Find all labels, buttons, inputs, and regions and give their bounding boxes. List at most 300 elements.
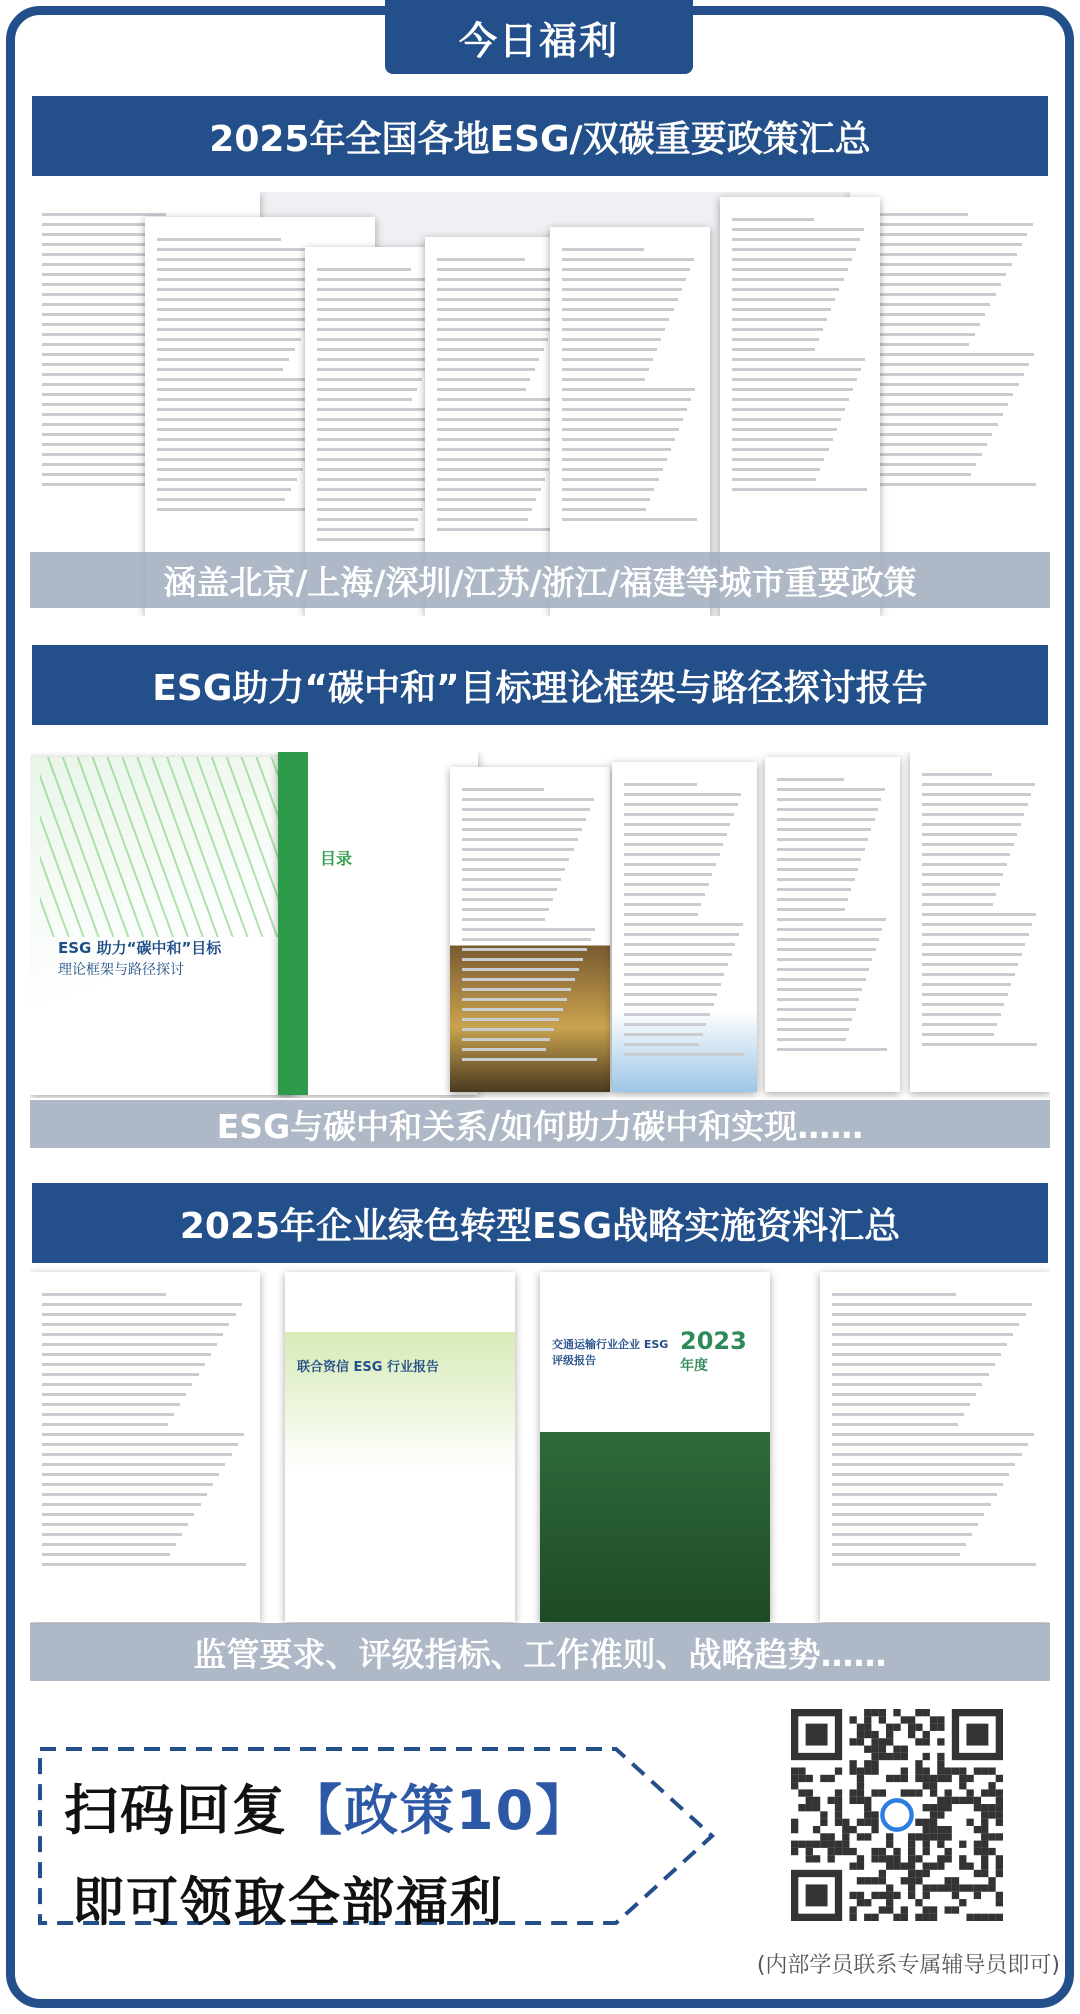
text-line: [317, 338, 440, 341]
text-line: [462, 948, 587, 951]
text-line: [922, 1003, 1004, 1006]
text-line: [777, 848, 865, 851]
text-line: [562, 468, 663, 471]
text-line: [562, 418, 683, 421]
text-line: [862, 373, 1024, 376]
text-line: [624, 983, 721, 986]
text-line: [317, 488, 432, 491]
text-line: [624, 1033, 703, 1036]
text-line: [157, 238, 281, 241]
text-line: [42, 1363, 205, 1366]
text-line: [462, 838, 578, 841]
text-line: [437, 458, 554, 461]
text-line: [777, 1038, 846, 1041]
strategy-caption: 监管要求、评级指标、工作准则、战略趋势……: [30, 1623, 1050, 1681]
text-line: [317, 348, 436, 351]
text-line: [462, 988, 571, 991]
text-line: [832, 1563, 1036, 1566]
industry-report-title: 联合资信 ESG 行业报告: [297, 1360, 439, 1375]
text-line: [42, 1323, 229, 1326]
text-line: [437, 498, 536, 501]
text-line: [42, 1413, 174, 1416]
text-line: [42, 1453, 232, 1456]
cta-line-2: 即可领取全部福利: [72, 1873, 505, 1933]
text-line: [624, 853, 720, 856]
text-line: [777, 778, 844, 781]
text-line: [42, 1533, 182, 1536]
text-line: [157, 478, 297, 481]
text-line: [732, 408, 845, 411]
text-line: [562, 458, 667, 461]
text-line: [462, 1058, 597, 1061]
text-line: [732, 398, 849, 401]
text-line: [437, 448, 558, 451]
text-line: [832, 1313, 1026, 1316]
text-line: [562, 398, 691, 401]
text-line: [624, 1003, 714, 1006]
text-line: [777, 788, 885, 791]
text-line: [157, 358, 289, 361]
text-line: [562, 368, 649, 371]
doc-page-4: [820, 1272, 1050, 1622]
text-line: [157, 328, 307, 331]
text-line: [922, 993, 1008, 996]
text-line: [732, 348, 815, 351]
text-line: [777, 1008, 856, 1011]
text-line: [777, 878, 855, 881]
text-line: [732, 448, 829, 451]
text-line: [777, 858, 861, 861]
text-line: [462, 1038, 550, 1041]
text-line: [42, 1403, 180, 1406]
text-line: [862, 433, 992, 436]
text-line: [922, 923, 1032, 926]
text-line: [562, 378, 645, 381]
cover-graphic: [40, 757, 290, 937]
text-line: [832, 1303, 1032, 1306]
text-line: [832, 1293, 956, 1296]
text-line: [862, 363, 1029, 366]
text-line: [437, 508, 532, 511]
section-title-carbon-report: ESG助力“碳中和”目标理论框架与路径探讨报告: [32, 645, 1048, 725]
text-line: [562, 478, 659, 481]
text-line: [462, 858, 569, 861]
industry-report-page: [285, 1272, 515, 1622]
text-line: [832, 1403, 970, 1406]
text-line: [437, 368, 535, 371]
text-line: [157, 368, 283, 371]
text-line: [562, 518, 697, 521]
text-line: [922, 883, 1000, 886]
text-line: [562, 348, 657, 351]
text-line: [437, 388, 526, 391]
section-title-green-transition: 2025年企业绿色转型ESG战略实施资料汇总: [32, 1183, 1048, 1263]
text-line: [462, 848, 574, 851]
text-line: [562, 508, 646, 511]
text-line: [624, 943, 735, 946]
text-line: [42, 1473, 219, 1476]
text-line: [777, 828, 871, 831]
text-line: [777, 818, 875, 821]
text-line: [732, 368, 861, 371]
text-line: [922, 953, 1022, 956]
text-line: [317, 398, 412, 401]
text-line: [732, 388, 853, 391]
text-line: [624, 1013, 710, 1016]
text-line: [732, 428, 837, 431]
text-line: [862, 273, 1006, 276]
text-line: [42, 1313, 236, 1316]
text-line: [862, 413, 1003, 416]
text-line: [922, 793, 1031, 796]
text-line: [462, 1048, 546, 1051]
text-line: [624, 1053, 744, 1056]
text-line: [157, 318, 314, 321]
text-line: [462, 878, 561, 881]
text-line: [562, 448, 671, 451]
text-line: [562, 338, 661, 341]
text-line: [922, 903, 993, 906]
text-line: [862, 313, 985, 316]
text-line: [832, 1553, 960, 1556]
text-line: [922, 943, 1025, 946]
text-line: [777, 918, 886, 921]
text-line: [732, 288, 839, 291]
text-line: [922, 963, 1018, 966]
text-line: [562, 428, 679, 431]
text-line: [157, 338, 301, 341]
text-line: [862, 283, 1001, 286]
text-line: [832, 1433, 1034, 1436]
text-line: [777, 928, 882, 931]
text-line: [42, 213, 166, 216]
text-line: [922, 973, 1015, 976]
text-line: [862, 353, 1034, 356]
text-line: [42, 1303, 242, 1306]
text-line: [562, 278, 686, 281]
text-line: [437, 328, 552, 331]
text-line: [317, 378, 422, 381]
text-line: [462, 908, 549, 911]
todays-benefits-tab: 今日福利: [385, 0, 693, 74]
text-line: [732, 418, 841, 421]
text-line: [624, 963, 728, 966]
text-line: [862, 393, 1013, 396]
text-line: [462, 998, 567, 1001]
text-line: [42, 1293, 166, 1296]
text-line: [624, 903, 701, 906]
text-line: [624, 823, 730, 826]
text-line: [42, 1343, 217, 1346]
text-line: [862, 233, 1027, 236]
text-line: [462, 938, 591, 941]
text-line: [624, 993, 717, 996]
text-line: [922, 833, 1017, 836]
text-line: [832, 1443, 1028, 1446]
text-line: [42, 1563, 246, 1566]
text-line: [42, 1393, 186, 1396]
year-label: 2023: [680, 1327, 747, 1355]
text-line: [624, 893, 705, 896]
qr-code[interactable]: [785, 1709, 1009, 1921]
text-line: [42, 1443, 238, 1446]
text-line: [42, 1373, 199, 1376]
text-line: [832, 1333, 1013, 1336]
text-line: [862, 303, 990, 306]
text-line: [562, 388, 695, 391]
text-line: [777, 808, 878, 811]
strategy-documents-gallery: [30, 1264, 1050, 1624]
cover-subtitle: 理论框架与路径探讨: [58, 962, 184, 978]
text-line: [832, 1523, 978, 1526]
text-line: [832, 1323, 1019, 1326]
text-line: [732, 328, 823, 331]
text-line: [42, 1353, 211, 1356]
text-line: [317, 388, 417, 391]
text-line: [624, 883, 709, 886]
carbon-report-gallery: [30, 752, 1050, 1098]
text-line: [862, 443, 987, 446]
text-line: [922, 803, 1028, 806]
cta-line-1: [64, 1768, 591, 1845]
text-line: [157, 348, 295, 351]
text-line: [462, 1008, 563, 1011]
text-line: [922, 823, 1021, 826]
text-line: [832, 1503, 991, 1506]
text-line: [437, 488, 541, 491]
text-line: [437, 468, 549, 471]
text-line: [462, 888, 557, 891]
text-line: [732, 308, 831, 311]
text-line: [832, 1483, 1003, 1486]
text-line: [732, 238, 860, 241]
text-line: [732, 318, 827, 321]
text-line: [624, 793, 741, 796]
text-line: [732, 488, 867, 491]
text-line: [317, 468, 442, 471]
text-line: [922, 933, 1029, 936]
text-line: [624, 873, 712, 876]
text-line: [777, 978, 866, 981]
text-line: [777, 948, 876, 951]
text-line: [862, 253, 1017, 256]
text-line: [922, 1023, 997, 1026]
text-line: [832, 1463, 1015, 1466]
text-line: [42, 1553, 170, 1556]
text-line: [562, 318, 669, 321]
text-line: [624, 973, 724, 976]
text-line: [624, 803, 738, 806]
text-line: [437, 518, 528, 521]
text-line: [922, 843, 1014, 846]
text-line: [562, 328, 665, 331]
text-line: [732, 248, 856, 251]
text-line: [862, 383, 1019, 386]
text-line: [437, 428, 567, 431]
text-line: [862, 293, 996, 296]
text-line: [42, 1513, 194, 1516]
text-line: [462, 918, 545, 921]
text-line: [832, 1423, 958, 1426]
text-line: [437, 348, 544, 351]
text-line: [437, 478, 545, 481]
text-line: [732, 338, 819, 341]
text-line: [732, 468, 820, 471]
toc-page: [278, 752, 478, 1095]
text-line: [437, 258, 525, 261]
text-line: [462, 828, 582, 831]
text-line: [922, 913, 1036, 916]
text-line: [462, 798, 594, 801]
text-line: [732, 298, 835, 301]
doc-page-1: [30, 1272, 260, 1622]
text-line: [862, 243, 1022, 246]
text-line: [732, 378, 857, 381]
text-line: [777, 868, 858, 871]
text-line: [832, 1383, 982, 1386]
text-line: [732, 218, 814, 221]
text-line: [562, 438, 675, 441]
text-line: [624, 863, 716, 866]
text-line: [562, 298, 678, 301]
text-line: [157, 468, 303, 471]
text-line: [624, 813, 734, 816]
text-line: [437, 338, 548, 341]
text-line: [157, 488, 291, 491]
text-line: [437, 438, 563, 441]
text-line: [777, 1028, 849, 1031]
text-line: [157, 428, 328, 431]
text-line: [157, 438, 322, 441]
text-line: [624, 933, 739, 936]
report-cover: [30, 757, 295, 1095]
text-line: [832, 1373, 989, 1376]
text-line: [922, 873, 1003, 876]
text-line: [777, 798, 881, 801]
text-line: [777, 1048, 887, 1051]
text-line: [42, 1503, 201, 1506]
text-line: [462, 808, 590, 811]
text-line: [832, 1513, 984, 1516]
chart-page: [765, 757, 900, 1092]
text-line: [732, 228, 864, 231]
text-line: [862, 423, 998, 426]
text-line: [922, 863, 1007, 866]
text-line: [862, 403, 1008, 406]
text-line: [832, 1533, 972, 1536]
text-line: [317, 498, 428, 501]
text-line: [317, 358, 431, 361]
text-line: [624, 923, 743, 926]
text-line: [832, 1393, 976, 1396]
text-line: [862, 483, 1036, 486]
policy-caption: 涵盖北京/上海/深圳/江苏/浙江/福建等城市重要政策: [30, 552, 1050, 608]
text-line: [157, 298, 326, 301]
text-line: [777, 968, 869, 971]
text-line: [317, 368, 426, 371]
text-line: [922, 853, 1010, 856]
cta-scan-reply: 扫码回复: [64, 1779, 288, 1842]
text-line: [624, 1043, 699, 1046]
text-line: [777, 938, 879, 941]
text-line: [922, 783, 1035, 786]
text-line: [562, 258, 694, 261]
text-line: [732, 458, 824, 461]
text-line: [832, 1363, 995, 1366]
text-line: [562, 408, 687, 411]
text-line: [832, 1343, 1007, 1346]
text-line: [42, 1423, 168, 1426]
text-line: [777, 838, 868, 841]
text-line: [437, 308, 561, 311]
text-line: [462, 968, 579, 971]
text-line: [157, 498, 285, 501]
text-line: [462, 1018, 559, 1021]
text-line: [462, 958, 583, 961]
text-line: [42, 1483, 213, 1486]
text-line: [317, 508, 423, 511]
text-line: [157, 308, 320, 311]
text-line: [777, 958, 872, 961]
section-title-policies: 2025年全国各地ESG/双碳重要政策汇总: [32, 96, 1048, 176]
text-line: [732, 268, 848, 271]
text-line: [562, 498, 650, 501]
text-line: [922, 1043, 1037, 1046]
text-line: [317, 518, 418, 521]
text-line: [922, 773, 992, 776]
text-line: [157, 458, 309, 461]
text-line: [862, 223, 1033, 226]
text-line: [732, 358, 865, 361]
text-line: [624, 953, 732, 956]
text-line: [562, 358, 653, 361]
text-line: [42, 1433, 244, 1436]
text-line: [462, 898, 553, 901]
text-line: [562, 248, 644, 251]
text-line: [317, 268, 411, 271]
coins-page: [450, 767, 610, 1092]
text-line: [732, 258, 852, 261]
text-line: [437, 378, 530, 381]
table-page: [612, 762, 757, 1092]
cta-keyword: 【政策10】: [288, 1779, 592, 1842]
text-line: [437, 318, 557, 321]
text-line: [777, 888, 851, 891]
text-line: [922, 893, 996, 896]
text-line: [624, 913, 698, 916]
text-line: [922, 1013, 1001, 1016]
text-line: [42, 1333, 223, 1336]
text-line: [42, 1463, 225, 1466]
text-line: [922, 813, 1024, 816]
text-line: [42, 1383, 192, 1386]
text-line: [832, 1493, 997, 1496]
text-line: [777, 898, 848, 901]
text-line: [862, 263, 1012, 266]
footer-note: (内部学员联系专属辅导员即可): [756, 1953, 1060, 1978]
text-line: [562, 288, 682, 291]
text-line: [624, 833, 727, 836]
text-line: [777, 988, 862, 991]
text-line: [624, 843, 723, 846]
text-line: [42, 1493, 207, 1496]
text-line: [922, 983, 1011, 986]
text-line: [462, 978, 575, 981]
transport-report-page: [540, 1272, 770, 1622]
text-line: [832, 1473, 1009, 1476]
text-line: [462, 818, 586, 821]
text-line: [732, 278, 844, 281]
